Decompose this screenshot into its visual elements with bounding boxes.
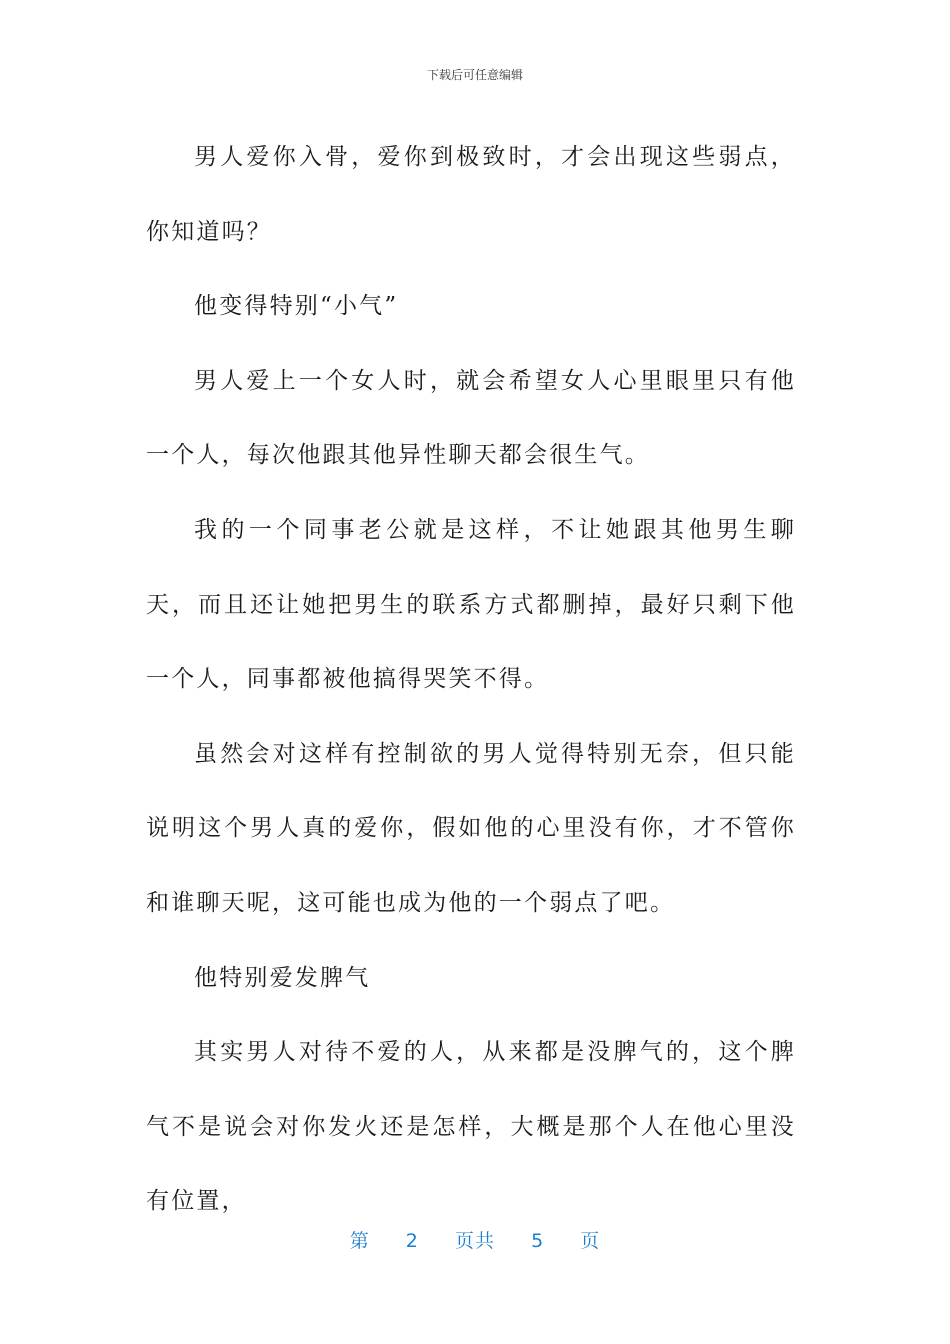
paragraph: 男人爱上一个女人时，就会希望女人心里眼里只有他一个人，每次他跟其他异性聊天都会很生气。 [146,367,796,469]
paragraph: 其实男人对待不爱的人，从来都是没脾气的，这个脾气不是说会对你发火还是怎样，大概是那个人在他心里没有位置， [146,1039,796,1215]
page-label-prefix: 第 [349,1230,370,1252]
document-body [146,120,796,1239]
page-label-mid: 页共 [454,1230,495,1252]
page-label-suffix: 页 [580,1230,601,1252]
paragraph: 虽然会对这样有控制欲的男人觉得特别无奈，但只能说明这个男人真的爱你，假如他的心里没有你，才不管你和谁聊天呢，这可能也成为他的一个弱点了吧。 [146,740,796,916]
total-pages-number: 5 [531,1230,545,1252]
page-number-footer [0,1226,950,1253]
current-page-number: 2 [405,1230,419,1252]
section-heading-temper: 他特别爱发脾气 [194,964,371,991]
section-heading-stingy: 他变得特别“小气” [194,293,399,320]
page-header: 下载后可任意编辑 [426,68,523,82]
paragraph: 我的一个同事老公就是这样，不让她跟其他男生聊天，而且还让她把男生的联系方式都删掉，最好只剩下他一个人，同事都被他搞得哭笑不得。 [146,516,796,693]
paragraph-intro: 男人爱你入骨，爱你到极致时，才会出现这些弱点，你知道吗？ [146,144,796,245]
